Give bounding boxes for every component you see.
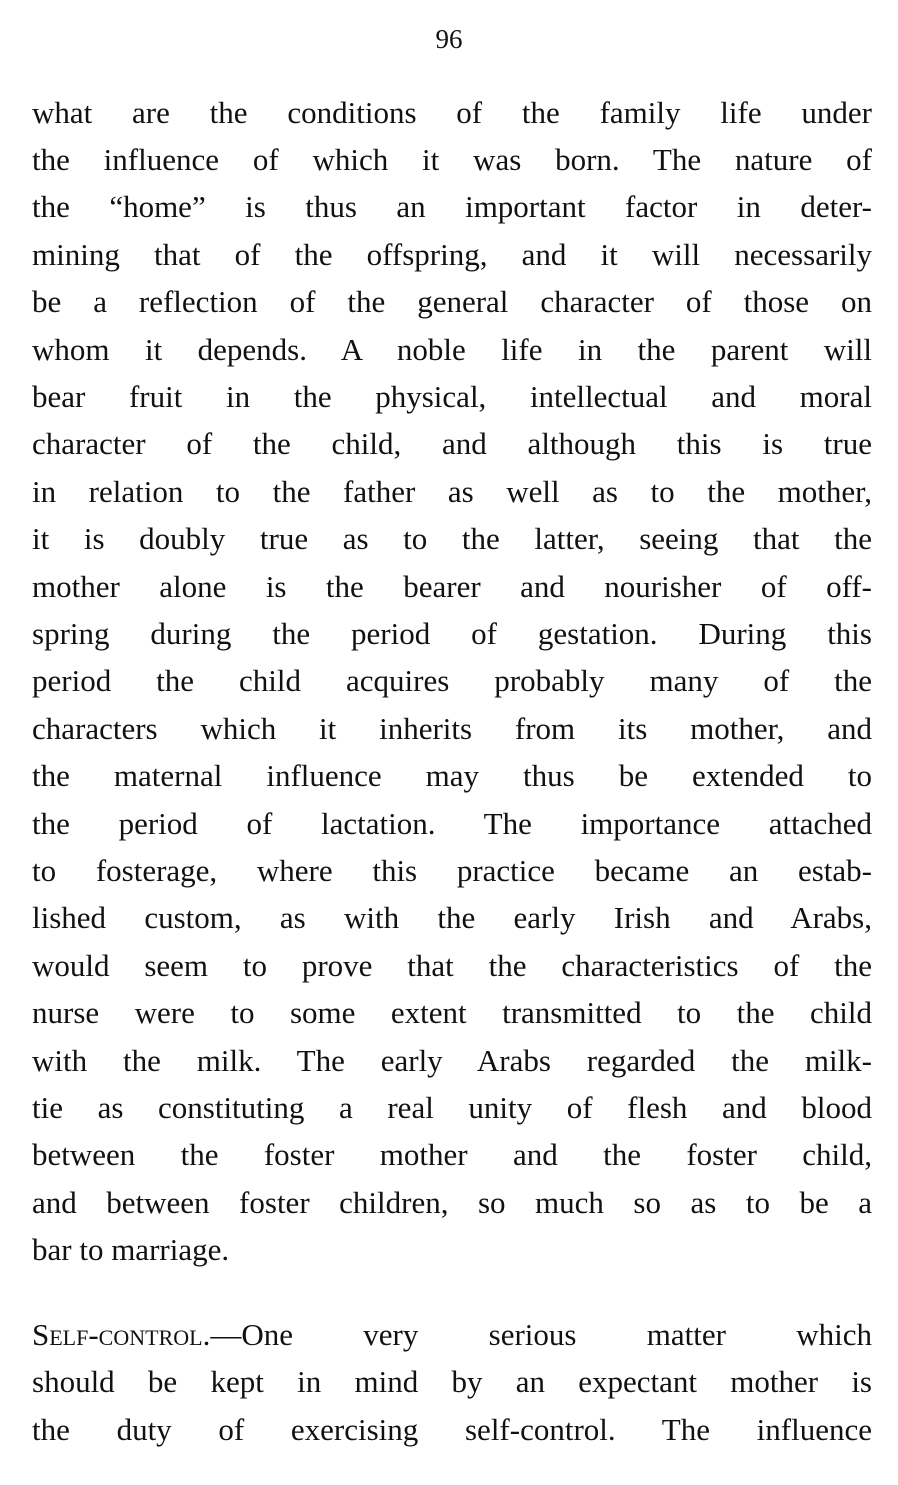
- text-line: the duty of exercising self-control. The influence: [32, 1412, 872, 1447]
- text-line: be a reflection of the general character of those on: [32, 284, 872, 319]
- text-line: lished custom, as with the early Irish and Arabs,: [32, 900, 872, 935]
- text-line: between the foster mother and the foster child,: [32, 1137, 872, 1172]
- text-line: would seem to prove that the characteristics of the: [32, 948, 872, 983]
- text-line: the influence of which it was born. The nature of: [32, 142, 872, 177]
- text-line: it is doubly true as to the latter, seeing that the: [32, 521, 872, 556]
- text-line: what are the conditions of the family life under: [32, 95, 872, 130]
- text-line: bar to marriage.: [32, 1232, 230, 1267]
- text-line: should be kept in mind by an expectant mother is: [32, 1364, 872, 1399]
- text-line: and between foster children, so much so as to be a: [32, 1185, 872, 1220]
- text-line: period the child acquires probably many of the: [32, 663, 872, 698]
- text-line: the period of lactation. The importance attached: [32, 806, 872, 841]
- text-line: bear fruit in the physical, intellectual and moral: [32, 379, 872, 414]
- text-line: spring during the period of gestation. During this: [32, 616, 872, 651]
- text-line: mining that of the offspring, and it will necessarily: [32, 237, 872, 272]
- text-line: [32, 1315, 872, 1355]
- text-line: the “home” is thus an important factor in deter-: [32, 189, 872, 224]
- text-line: to fosterage, where this practice became an estab-: [32, 853, 872, 888]
- text-line: character of the child, and although this is true: [32, 426, 872, 461]
- text-line: nurse were to some extent transmitted to the child: [32, 995, 872, 1030]
- text-run: —One very serious matter which: [210, 1317, 872, 1352]
- text-line: the maternal influence may thus be extended to: [32, 758, 872, 793]
- text-line: in relation to the father as well as to the mother,: [32, 474, 872, 509]
- text-line: mother alone is the bearer and nourisher of off-: [32, 569, 872, 604]
- text-line: tie as constituting a real unity of flesh and blood: [32, 1090, 872, 1125]
- page-number: 96: [435, 24, 463, 54]
- text-line: characters which it inherits from its mother, and: [32, 711, 872, 746]
- section-heading: Self-control.: [32, 1317, 211, 1352]
- text-line: whom it depends. A noble life in the parent will: [32, 332, 872, 367]
- text-line: with the milk. The early Arabs regarded the milk-: [32, 1043, 872, 1078]
